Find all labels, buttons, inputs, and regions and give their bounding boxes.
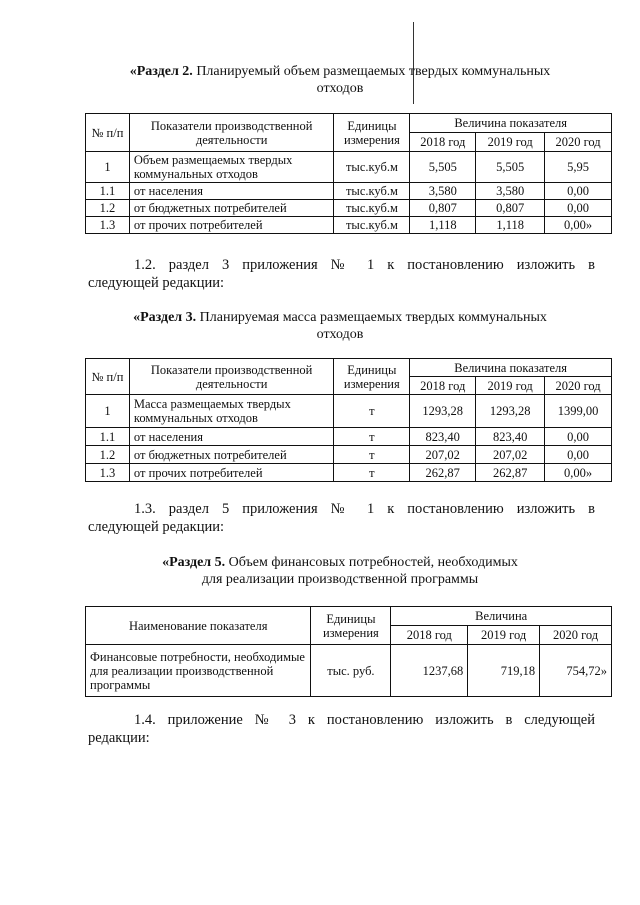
row-value: 5,505 — [476, 152, 545, 183]
row-value: 3,580 — [476, 183, 545, 200]
header-indicator: Показатели производственной деятельности — [129, 114, 334, 152]
paragraph-1-4: 1.4. приложение № 3 к постановлению изложить в следующей редакции: — [88, 712, 595, 746]
row-value: 754,72» — [540, 645, 612, 697]
row-name: Объем размещаемых твердых коммунальных отходов — [129, 152, 334, 183]
table-row — [86, 428, 612, 446]
header-indicator: Показатели производственной деятельности — [129, 359, 333, 395]
row-value: 262,87 — [476, 464, 545, 482]
row-value: 0,00 — [545, 200, 612, 217]
row-num: 1 — [86, 152, 130, 183]
section5-table — [85, 606, 612, 697]
row-unit: тыс.куб.м — [334, 217, 410, 234]
row-value: 1237,68 — [391, 645, 468, 697]
row-unit: т — [334, 428, 410, 446]
row-unit: т — [334, 464, 410, 482]
row-value: 1,118 — [410, 217, 476, 234]
row-value: 0,00 — [545, 446, 612, 464]
row-num: 1.3 — [86, 217, 130, 234]
header-year: 2018 год — [391, 626, 468, 645]
row-name: Масса размещаемых твердых коммунальных отходов — [129, 395, 333, 428]
row-value: 5,505 — [410, 152, 476, 183]
table-row — [86, 200, 612, 217]
header-year: 2019 год — [476, 377, 545, 395]
row-num: 1 — [86, 395, 130, 428]
row-value: 1399,00 — [545, 395, 612, 428]
table-row — [86, 152, 612, 183]
header-value: Величина показателя — [410, 359, 612, 377]
table-row — [86, 217, 612, 234]
header-num: № п/п — [86, 359, 130, 395]
row-num: 1.1 — [86, 183, 130, 200]
header-year: 2018 год — [410, 133, 476, 152]
row-value: 0,807 — [410, 200, 476, 217]
paragraph-1-2: 1.2. раздел 3 приложения № 1 к постановлению изложить в следующей редакции: — [88, 257, 595, 291]
table-row — [86, 395, 612, 428]
row-value: 0,00 — [545, 183, 612, 200]
row-name: от прочих потребителей — [129, 464, 333, 482]
table-row — [86, 645, 612, 697]
row-num: 1.3 — [86, 464, 130, 482]
row-unit: т — [334, 446, 410, 464]
row-name: от населения — [129, 183, 334, 200]
row-value: 823,40 — [410, 428, 476, 446]
row-unit: тыс.куб.м — [334, 200, 410, 217]
table-row — [86, 183, 612, 200]
row-value: 1,118 — [476, 217, 545, 234]
row-num: 1.2 — [86, 446, 130, 464]
row-value: 1293,28 — [410, 395, 476, 428]
row-value: 823,40 — [476, 428, 545, 446]
table-row — [86, 446, 612, 464]
row-value: 207,02 — [410, 446, 476, 464]
section2-heading: «Раздел 2. Планируемый объем размещаемых твердых коммунальных отходов — [129, 64, 551, 96]
row-unit: т — [334, 395, 410, 428]
row-unit: тыс. руб. — [311, 645, 391, 697]
header-num: № п/п — [86, 114, 130, 152]
row-value: 3,580 — [410, 183, 476, 200]
row-name: от бюджетных потребителей — [129, 200, 334, 217]
header-year: 2020 год — [545, 133, 612, 152]
header-year: 2019 год — [468, 626, 540, 645]
row-value: 5,95 — [545, 152, 612, 183]
row-name: от прочих потребителей — [129, 217, 334, 234]
row-value: 719,18 — [468, 645, 540, 697]
row-num: 1.1 — [86, 428, 130, 446]
row-value: 0,00» — [545, 464, 612, 482]
header-value: Величина показателя — [410, 114, 612, 133]
row-value: 0,807 — [476, 200, 545, 217]
header-year: 2019 год — [476, 133, 545, 152]
header-year: 2018 год — [410, 377, 476, 395]
row-name: от бюджетных потребителей — [129, 446, 333, 464]
row-name: Финансовые потребности, необходимые для реализации производственной программы — [86, 645, 311, 697]
section2-table — [85, 113, 612, 234]
table-row — [86, 464, 612, 482]
header-name: Наименование показателя — [86, 607, 311, 645]
row-value: 1293,28 — [476, 395, 545, 428]
row-num: 1.2 — [86, 200, 130, 217]
section3-heading: «Раздел 3. Планируемая масса размещаемых твердых коммунальных отходов — [133, 310, 547, 342]
paragraph-1-3: 1.3. раздел 5 приложения № 1 к постановлению изложить в следующей редакции: — [88, 501, 595, 535]
header-value: Величина — [391, 607, 612, 626]
section3-table — [85, 358, 612, 482]
row-value: 0,00 — [545, 428, 612, 446]
header-year: 2020 год — [540, 626, 612, 645]
row-name: от населения — [129, 428, 333, 446]
row-value: 207,02 — [476, 446, 545, 464]
row-unit: тыс.куб.м — [334, 152, 410, 183]
header-units: Единицы измерения — [334, 114, 410, 152]
header-year: 2020 год — [545, 377, 612, 395]
row-value: 0,00» — [545, 217, 612, 234]
section5-heading: «Раздел 5. Объем финансовых потребностей, необходимых для реализации производственной программы — [162, 555, 518, 587]
row-value: 262,87 — [410, 464, 476, 482]
row-unit: тыс.куб.м — [334, 183, 410, 200]
header-units: Единицы измерения — [334, 359, 410, 395]
header-units: Единицы измерения — [311, 607, 391, 645]
